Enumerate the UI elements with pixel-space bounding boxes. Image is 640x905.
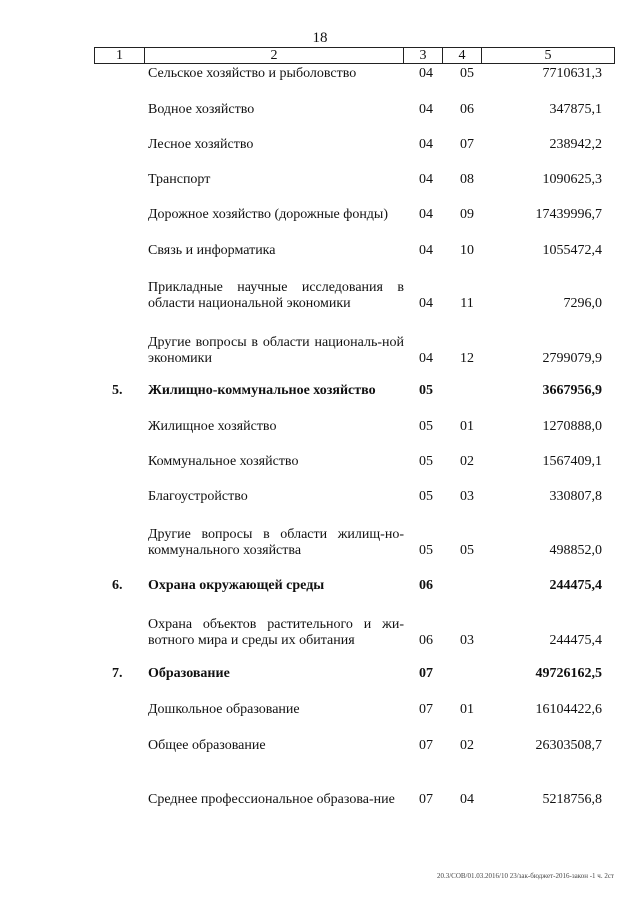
row-subsection-code: 08 (460, 172, 474, 187)
row-amount: 1270888,0 (542, 419, 602, 434)
row-subsection-code: 02 (460, 454, 474, 469)
row-amount: 49726162,5 (535, 666, 602, 681)
header-col-3: 3 (419, 48, 427, 63)
row-name: Другие вопросы в области жилищ-но-коммунального хозяйства (148, 527, 404, 558)
table-row (0, 241, 640, 259)
row-subsection-code: 04 (460, 792, 474, 807)
table-row (0, 276, 640, 312)
row-section-code: 07 (419, 702, 433, 717)
row-name: Связь и информатика (148, 243, 276, 258)
row-name: Водное хозяйство (148, 102, 255, 117)
row-name: Общее образование (148, 738, 266, 753)
row-section-code: 04 (419, 243, 433, 258)
row-name: Другие вопросы в области националь-ной экономики (148, 335, 404, 366)
row-subsection-code: 03 (460, 489, 474, 504)
row-section-code: 04 (419, 102, 433, 117)
row-subsection-code: 12 (460, 351, 474, 366)
row-amount: 7296,0 (563, 296, 602, 311)
row-amount: 244475,4 (549, 633, 602, 648)
row-section-code: 04 (419, 137, 433, 152)
row-subsection-code: 07 (460, 137, 474, 152)
row-number: 7. (112, 666, 123, 681)
row-name: Охрана окружающей среды (148, 578, 325, 593)
row-subsection-code: 03 (460, 633, 474, 648)
header-col-2: 2 (270, 48, 278, 63)
row-subsection-code: 05 (460, 66, 474, 81)
row-subsection-code: 02 (460, 738, 474, 753)
table-row (0, 331, 640, 367)
row-section-code: 07 (419, 666, 433, 681)
row-name: Образование (148, 666, 230, 681)
table-row (0, 417, 640, 435)
table-row (0, 100, 640, 118)
row-name: Транспорт (148, 172, 211, 187)
row-amount: 330807,8 (549, 489, 602, 504)
section-row (0, 381, 640, 399)
row-section-code: 05 (419, 383, 433, 398)
row-amount: 7710631,3 (542, 66, 602, 81)
header-col-5: 5 (544, 48, 552, 63)
row-name: Прикладные научные исследования в области национальной экономики (148, 280, 404, 311)
table-row (0, 135, 640, 153)
row-name: Жилищно-коммунальное хозяйство (148, 383, 376, 398)
row-section-code: 04 (419, 351, 433, 366)
row-number: 5. (112, 383, 123, 398)
row-section-code: 05 (419, 454, 433, 469)
row-section-code: 05 (419, 543, 433, 558)
table-row (0, 736, 640, 754)
row-name: Среднее профессиональное образова-ние (148, 792, 395, 807)
row-amount: 16104422,6 (535, 702, 602, 717)
row-section-code: 07 (419, 738, 433, 753)
row-section-code: 04 (419, 207, 433, 222)
table-row (0, 170, 640, 188)
table-row (0, 205, 640, 223)
table-row (0, 613, 640, 649)
row-name: Лесное хозяйство (148, 137, 254, 152)
row-name: Сельское хозяйство и рыболовство (148, 66, 357, 81)
row-section-code: 04 (419, 296, 433, 311)
row-section-code: 04 (419, 66, 433, 81)
row-section-code: 05 (419, 489, 433, 504)
row-section-code: 05 (419, 419, 433, 434)
row-amount: 238942,2 (549, 137, 602, 152)
table-row (0, 64, 640, 82)
row-subsection-code: 11 (460, 296, 474, 311)
table-row (0, 523, 640, 559)
row-amount: 1055472,4 (542, 243, 602, 258)
row-subsection-code: 09 (460, 207, 474, 222)
row-section-code: 07 (419, 792, 433, 807)
row-subsection-code: 06 (460, 102, 474, 117)
row-subsection-code: 10 (460, 243, 474, 258)
row-name: Охрана объектов растительного и жи-вотного мира и среды их обитания (148, 617, 404, 648)
row-subsection-code: 05 (460, 543, 474, 558)
row-subsection-code: 01 (460, 419, 474, 434)
row-amount: 26303508,7 (535, 738, 602, 753)
row-section-code: 06 (419, 578, 433, 593)
table-row (0, 700, 640, 718)
row-name: Дорожное хозяйство (дорожные фонды) (148, 207, 389, 222)
row-amount: 17439996,7 (535, 207, 602, 222)
row-section-code: 06 (419, 633, 433, 648)
document-footer-code: 20.3/СОВ/01.03.2016/10 23/зак-бюджет-2016-закон -1 ч. 2ст (436, 872, 614, 880)
row-amount: 1567409,1 (542, 454, 602, 469)
row-name: Дошкольное образование (148, 702, 300, 717)
row-amount: 347875,1 (549, 102, 602, 117)
section-row (0, 576, 640, 594)
row-name: Коммунальное хозяйство (148, 454, 299, 469)
section-row (0, 664, 640, 682)
row-amount: 3667956,9 (542, 383, 602, 398)
header-col-1: 1 (116, 48, 123, 63)
row-name: Благоустройство (148, 489, 248, 504)
row-amount: 498852,0 (549, 543, 602, 558)
table-row (0, 452, 640, 470)
table-row (0, 772, 640, 808)
row-amount: 5218756,8 (542, 792, 602, 807)
row-name: Жилищное хозяйство (148, 419, 277, 434)
header-col-4: 4 (458, 48, 466, 63)
row-amount: 244475,4 (549, 578, 602, 593)
table-row (0, 487, 640, 505)
page-number: 18 (312, 30, 328, 46)
row-subsection-code: 01 (460, 702, 474, 717)
row-amount: 1090625,3 (542, 172, 602, 187)
row-section-code: 04 (419, 172, 433, 187)
row-number: 6. (112, 578, 123, 593)
row-amount: 2799079,9 (542, 351, 602, 366)
